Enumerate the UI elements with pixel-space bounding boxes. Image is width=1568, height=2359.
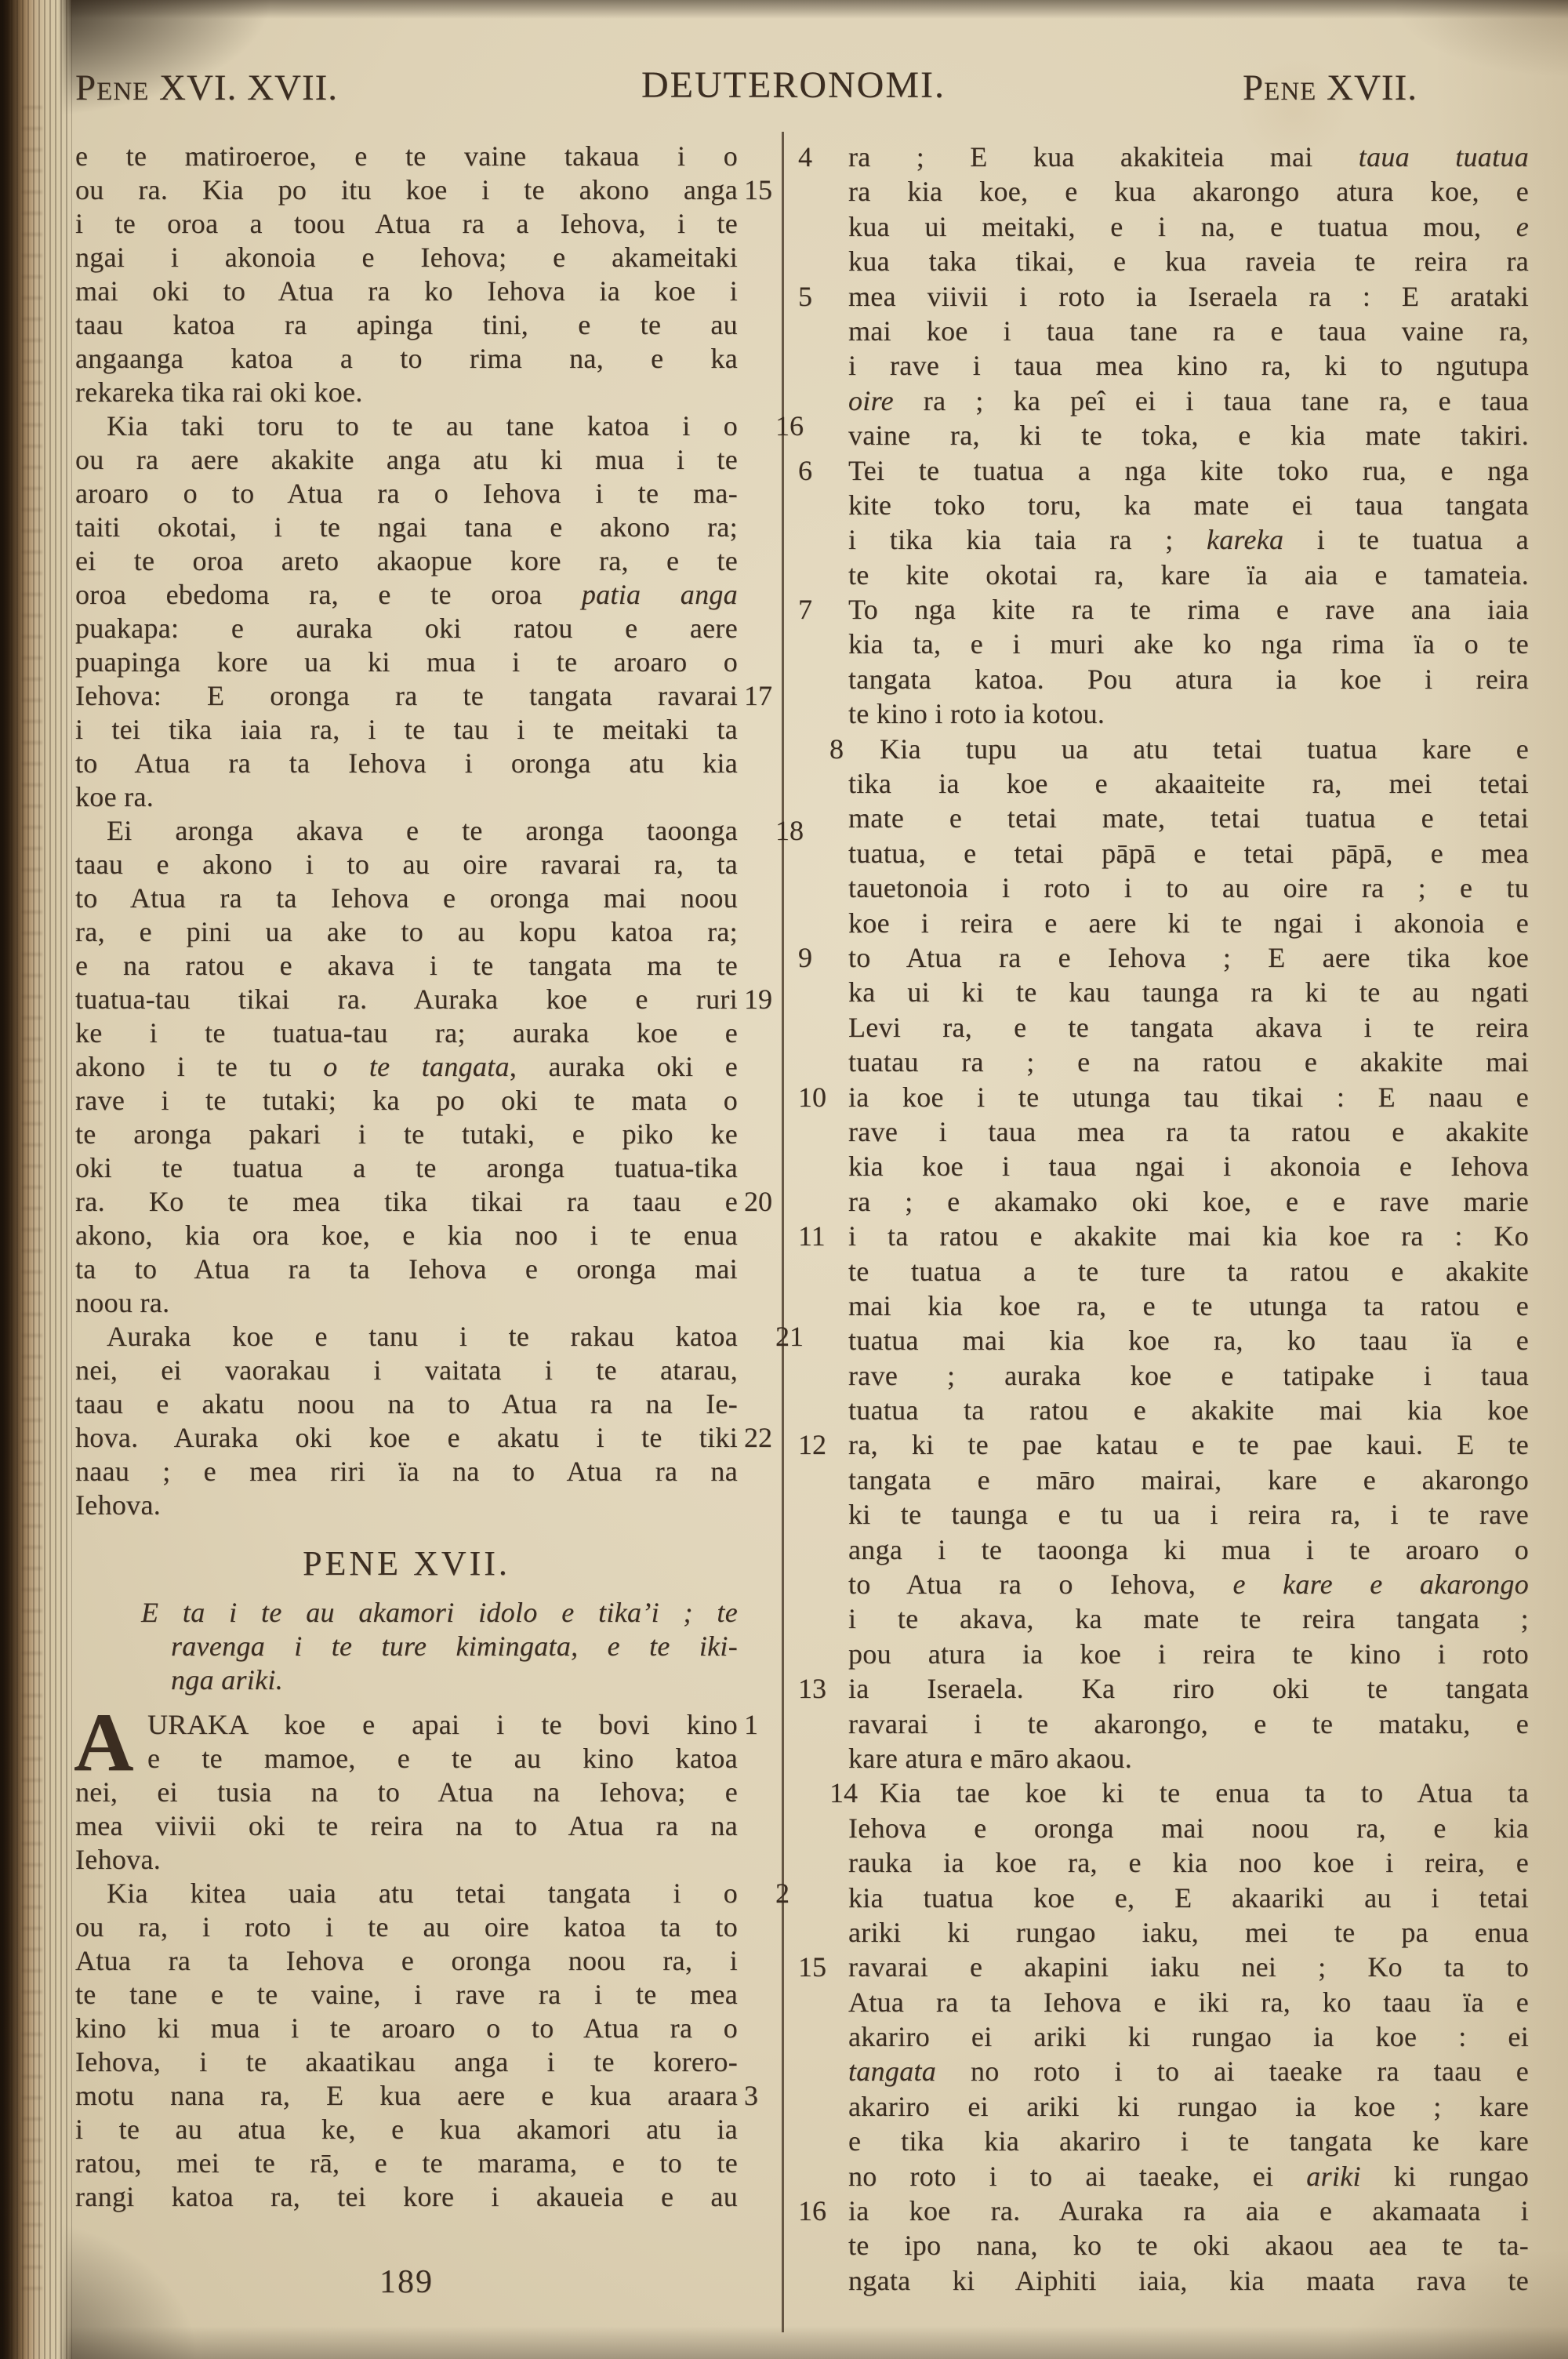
verse-number: 9 xyxy=(798,941,812,973)
text-line: tangata katoa. Pou atura ia koe i reira xyxy=(848,663,1529,695)
text-line: ravenga i te ture kimingata, e te iki- xyxy=(171,1630,738,1662)
text-line: anga i te taoonga ki mua i te aroaro o xyxy=(848,1533,1529,1565)
text-line: aroaro o to Atua ra o Iehova i te ma- xyxy=(75,478,738,509)
text-line: tuatua mai kia koe ra, ko taau ïa e xyxy=(848,1325,1529,1357)
text-line: Iehova: E oronga ra te tangata ravarai 17 xyxy=(75,679,738,713)
text-line: akariro ei ariki ki rungao ia koe ; kare xyxy=(848,2090,1529,2122)
text-line: ravarai e akapini iaku nei ; Ko ta to 15 xyxy=(848,1950,1529,1984)
text-line: to Atua ra ta Iehova i oronga atu kia xyxy=(75,747,738,779)
text-line: Kia tae koe ki te enua ta to Atua ta 14 xyxy=(848,1776,1529,1810)
text-line: Auraka koe e tanu i te rakau katoa 21 xyxy=(107,1321,804,1352)
text-line: e na ratou e akava i te tangata ma te xyxy=(75,950,738,981)
verse-number: 2 xyxy=(775,1877,789,1909)
text-line: puakapa: e auraka oki ratou e aere xyxy=(75,612,738,644)
text-line: to Atua ra e Iehova ; E aere tika koe 9 xyxy=(848,940,1529,975)
text-line: te kino i roto ia kotou. xyxy=(848,698,1105,730)
verse-number: 15 xyxy=(744,174,772,205)
text-line: i te au atua ke, e kua akamori atu ia xyxy=(75,2114,738,2145)
text-line: Ei aronga akava e te aronga taoonga 18 xyxy=(107,815,804,846)
text-line: ra, ki te pae katau e te pae kaui. E te 12 xyxy=(848,1427,1529,1462)
text-line: ou ra aere akakite anga atu ki mua i te xyxy=(75,444,738,475)
text-line: te aronga pakari i te tutaki, e piko ke xyxy=(75,1118,738,1150)
text-line: ariki ki rungao iaku, mei te pa enua xyxy=(848,1916,1529,1948)
text-line: nei, ei vaorakau i vaitata i te atarau, xyxy=(75,1354,738,1386)
text-line: mate e tetai mate, tetai tuatua e tetai xyxy=(848,802,1529,834)
text-line: ei te oroa areto akaopue kore ra, e te xyxy=(75,545,738,576)
verse-number: 5 xyxy=(798,280,812,312)
verse-number: 17 xyxy=(744,680,772,711)
text-line: tangata no roto i to ai taeake ra taau e xyxy=(848,2055,1529,2088)
text-line: taau katoa ra apinga tini, e te au xyxy=(75,309,738,340)
text-line: mai kia koe ra, e te utunga ta ratou e xyxy=(848,1289,1529,1321)
book-gutter-edge xyxy=(0,0,72,2359)
text-line: taau e akono i to au oire ravarai ra, ta xyxy=(75,849,738,880)
text-line: tuatua ta ratou e akakite mai kia koe xyxy=(848,1394,1529,1427)
text-line: To nga kite ra te rima e rave ana iaia 7 xyxy=(848,592,1529,627)
text-line: i ta ratou e akakite mai kia koe ra : Ko 11 xyxy=(848,1219,1529,1253)
text-line: ta to Atua ra ta Iehova e oronga mai xyxy=(75,1253,738,1285)
text-line: taau e akatu noou na to Atua ra na Ie- xyxy=(75,1388,738,1419)
text-line: Levi ra, e te tangata akava i te reira xyxy=(848,1011,1529,1043)
text-line: Atua ra ta Iehova e iki ra, ko taau ïa e xyxy=(848,1986,1529,2018)
text-line: akono, kia ora koe, e kia noo i te enua xyxy=(75,1219,738,1251)
verse-number: 15 xyxy=(798,1951,826,1983)
text-line: rave ; auraka koe e tatipake i taua xyxy=(848,1359,1529,1391)
text-line: ngata ki Aiphiti iaia, kia maata rava te xyxy=(848,2264,1529,2296)
text-line: i tika kia taia ra ; kareka i te tuatua a xyxy=(848,524,1529,556)
text-line: ra. Ko te mea tika tikai ra taau e 20 xyxy=(75,1185,738,1219)
text-line: nei, ei tusia na to Atua na Iehova; e xyxy=(75,1776,738,1808)
verse-number: 6 xyxy=(798,454,812,486)
text-line: pou atura ia koe i reira te kino i roto xyxy=(848,1637,1529,1670)
text-line: ra, e pini ua ake to au kopu katoa ra; xyxy=(75,916,738,947)
text-line: ra ; e akamako oki koe, e e rave marie xyxy=(848,1185,1529,1217)
text-line: Iehova e oronga mai noou ra, e kia xyxy=(848,1812,1529,1844)
text-line: kia tuatua koe e, E akaariki au i tetai xyxy=(848,1881,1529,1914)
text-line: vaine ra, ki te toka, e kia mate takiri. xyxy=(848,420,1529,452)
text-line: motu nana ra, E kua aere e kua araara 3 xyxy=(75,2079,738,2113)
text-line: i te oroa a toou Atua ra a Iehova, i te xyxy=(75,208,738,239)
text-line: angaanga katoa a to rima na, e ka xyxy=(75,343,738,374)
text-line: tuatua, e tetai pāpā e tetai pāpā, e mea xyxy=(848,837,1529,869)
text-line: rauka ia koe ra, e kia noo koe i reira, e xyxy=(848,1847,1529,1879)
running-header-right: Pene XVII. xyxy=(1243,67,1417,108)
text-line: Kia taki toru to te au tane katoa i o 16 xyxy=(107,410,804,442)
chapter-summary xyxy=(75,1596,738,1697)
text-line: tangata e māro mairai, kare e akarongo xyxy=(848,1463,1529,1496)
text-line: e tika kia akariro i te tangata ke kare xyxy=(848,2125,1529,2157)
page-number: 189 xyxy=(379,2264,434,2300)
text-line: ia koe ra. Auraka ra aia e akamaata i 16 xyxy=(848,2194,1529,2228)
verse-number: 13 xyxy=(798,1673,826,1705)
column-divider-rule xyxy=(782,132,784,2332)
verse-number: 14 xyxy=(829,1777,858,1809)
text-line: rave i te tutaki; ka po oki te mata o xyxy=(75,1085,738,1116)
verse-number: 19 xyxy=(744,983,772,1015)
text-line: e te matiroeroe, e te vaine takaua i o xyxy=(75,140,738,172)
text-line: Iehova, i te akaatikau anga i te korero- xyxy=(75,2046,738,2077)
text-line: tuatua-tau tikai ra. Auraka koe e ruri 19 xyxy=(75,983,738,1016)
text-line: i te akava, ka mate te reira tangata ; xyxy=(848,1603,1529,1635)
text-line: ratou, mei te rā, e te marama, e to te xyxy=(75,2147,738,2179)
text-line: hova. Auraka oki koe e akatu i te tiki 22 xyxy=(75,1421,738,1455)
text-line: mai oki to Atua ra ko Iehova ia koe i xyxy=(75,275,738,307)
text-line: kino ki mua i te aroaro o to Atua ra o xyxy=(75,2012,738,2044)
text-line: ke i te tuatua-tau ra; auraka koe e xyxy=(75,1017,738,1049)
text-line: ra ; E kua akakiteia mai taua tuatua 4 xyxy=(848,140,1529,174)
text-line: te tane e te vaine, i rave ra i te mea xyxy=(75,1979,738,2010)
verse-number: 1 xyxy=(744,1709,758,1740)
verse-number: 20 xyxy=(744,1186,772,1217)
text-line: rangi katoa ra, tei kore i akaueia e au xyxy=(75,2181,738,2212)
verse-number: 10 xyxy=(798,1081,826,1113)
text-line: kite toko toru, ka mate ei taua tangata xyxy=(848,489,1529,521)
text-column-left xyxy=(74,140,804,2214)
text-line: oki te tuatua a te aronga tuatua-tika xyxy=(75,1152,738,1183)
verse-number: 16 xyxy=(798,2195,826,2227)
text-line: te ipo nana, ko te oki akaou aea te ta- xyxy=(848,2230,1529,2262)
text-line: Iehova. xyxy=(75,1844,162,1875)
text-line: i rave i taua mea kino ra, ki to ngutupa xyxy=(848,350,1529,382)
text-line: kua ui meitaki, e i na, e tuatua mou, e xyxy=(848,210,1529,242)
text-line: ki te taunga e tu ua i reira ra, i te rave xyxy=(848,1499,1529,1531)
verse-number: 11 xyxy=(798,1220,826,1252)
running-header-title: DEUTERONOMI. xyxy=(641,64,946,106)
dropcap-paragraph xyxy=(74,1696,758,1788)
verse-number: 18 xyxy=(775,815,804,846)
text-line: koe i reira e aere ki te ngai i akonoia e xyxy=(848,907,1529,939)
text-line: Atua ra ta Iehova e oronga noou ra, i xyxy=(75,1945,738,1976)
text-line: ou ra, i roto i te au oire katoa ta to xyxy=(75,1911,738,1943)
verse-number: 3 xyxy=(744,2080,758,2111)
text-line: Iehova. xyxy=(75,1489,162,1521)
text-line: tauetonoia i roto i to au oire ra ; e tu xyxy=(848,872,1529,904)
text-line: ia Iseraela. Ka riro oki te tangata 13 xyxy=(848,1671,1529,1706)
text-line: kia ta, e i muri ake ko nga rima ïa o te xyxy=(848,628,1529,660)
text-line: Kia kitea uaia atu tetai tangata i o 2 xyxy=(75,1877,738,1910)
text-line: nga ariki. xyxy=(171,1664,283,1696)
text-line: mea viivii oki te reira na to Atua ra na xyxy=(75,1810,738,1841)
text-line: taiti okotai, i te ngai tana e akono ra; xyxy=(75,511,738,543)
text-line: to Atua ra ta Iehova e oronga mai noou xyxy=(75,882,738,914)
text-line: mea viivii i roto ia Iseraela ra : E arataki 5 xyxy=(848,279,1529,314)
text-line: oroa ebedoma ra, e te oroa patia anga xyxy=(75,579,738,610)
text-line: URAKA koe e apai i te bovi kino 1 xyxy=(75,1708,738,1742)
text-line: rekareka tika rai oki koe. xyxy=(75,376,363,408)
text-line: kare atura e māro akaou. xyxy=(848,1742,1132,1774)
text-line: Kia tupu ua atu tetai tuatua kare e 8 xyxy=(848,732,1529,766)
text-line: i tei tika iaia ra, i te tau i te meitaki ta xyxy=(75,714,738,745)
chapter-heading: PENE XVII. xyxy=(303,1544,510,1583)
text-line: mai koe i taua tane ra e taua vaine ra, xyxy=(848,314,1529,347)
text-line: no roto i to ai taeake, ei ariki ki rungao xyxy=(848,2160,1529,2192)
text-line: ka ui ki te kau taunga ra ki te au ngati xyxy=(848,976,1529,1009)
text-line: e te mamoe, e te au kino katoa xyxy=(147,1743,738,1774)
text-line: ravarai i te akarongo, e te mataku, e xyxy=(848,1707,1529,1739)
verse-number: 22 xyxy=(744,1422,772,1453)
text-line: tuatau ra ; e na ratou e akakite mai xyxy=(848,1046,1529,1078)
verse-number: 12 xyxy=(798,1429,826,1461)
text-line: kia koe i taua ngai i akonoia e Iehova xyxy=(848,1150,1529,1183)
text-line: to Atua ra o Iehova, e kare e akarongo xyxy=(848,1568,1529,1601)
verse-number: 21 xyxy=(775,1321,804,1352)
text-line: akono i te tu o te tangata, auraka oki e xyxy=(75,1051,738,1082)
verse-number: 7 xyxy=(798,594,812,626)
text-line: tika ia koe e akaaiteite ra, mei tetai xyxy=(848,768,1529,800)
text-line: noou ra. xyxy=(75,1287,170,1318)
text-line: te tuatua a te ture ta ratou e akakite xyxy=(848,1255,1529,1287)
dropcap-letter: A xyxy=(74,1696,134,1788)
running-header-left: Pene XVI. XVII. xyxy=(75,67,339,108)
text-line: ra kia koe, e kua akarongo atura koe, e xyxy=(848,176,1529,208)
text-line: koe ra. xyxy=(75,781,154,812)
text-line: ia koe i te utunga tau tikai : E naau e 10 xyxy=(848,1080,1529,1114)
text-line: rave i taua mea ra ta ratou e akakite xyxy=(848,1115,1529,1147)
text-line: te kite okotai ra, kare ïa aia e tamateia. xyxy=(848,558,1529,591)
text-line: akariro ei ariki ki rungao ia koe : ei xyxy=(848,2021,1529,2053)
text-line: kua taka tikai, e kua raveia te reira ra xyxy=(848,245,1529,278)
text-line: naau ; e mea riri ïa na to Atua ra na xyxy=(75,1456,738,1487)
text-line: ou ra. Kia po itu koe i te akono anga 15 xyxy=(75,173,738,207)
text-column-right xyxy=(798,140,1529,2298)
text-line: Tei te tuatua a nga kite toko rua, e nga 6 xyxy=(848,453,1529,488)
verse-number: 4 xyxy=(798,141,812,173)
verse-number: 8 xyxy=(829,732,844,765)
text-line: E ta i te au akamori idolo e tika’i ; te xyxy=(141,1597,738,1628)
text-line: oire ra ; ka peî ei i taua tane ra, e taua xyxy=(848,384,1529,416)
text-line: ngai i akonoia e Iehova; e akameitaki xyxy=(75,242,738,273)
text-line: puapinga kore ua ki mua i te aroaro o xyxy=(75,646,738,678)
verse-number: 16 xyxy=(775,410,804,442)
